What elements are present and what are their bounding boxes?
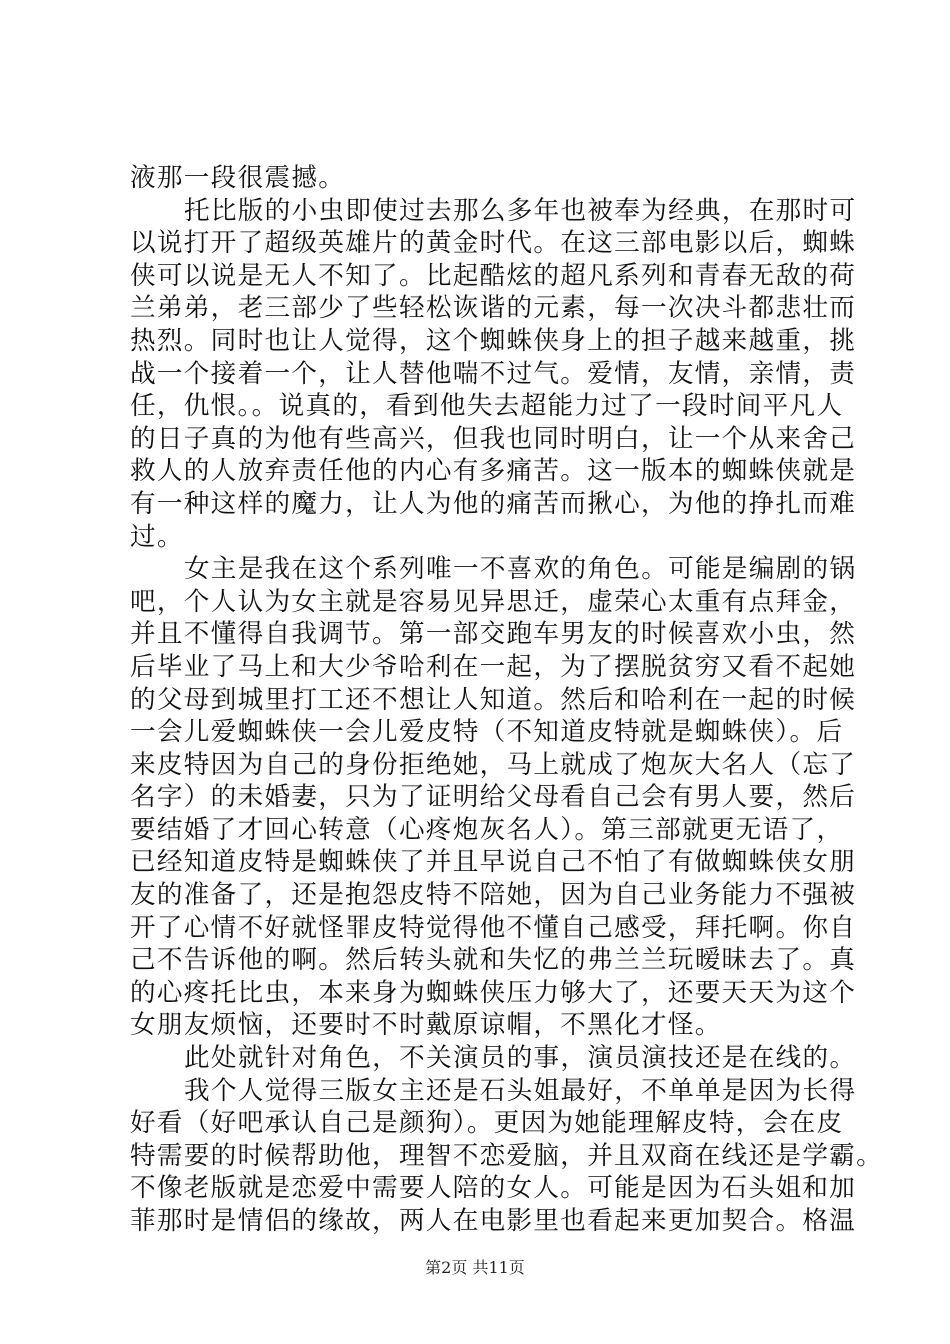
text-line: 液那一段很震撼。 <box>130 163 346 193</box>
page-footer: 第2页 共11页 <box>425 1258 525 1277</box>
text-line: 并且不懂得自我调节。第一部交跑车男友的时候喜欢小虫，然 <box>130 619 857 650</box>
text-line: 此处就针对角色，不关演员的事，演员演技还是在线的。 <box>184 1043 857 1074</box>
text-line: 好看（好吧承认自己是颜狗）。更因为她能理解皮特，会在皮 <box>130 1108 844 1139</box>
text-line: 以说打开了超级英雄片的黄金时代。在这三部电影以后，蜘蛛 <box>130 228 857 259</box>
text-line: 菲那时是情侣的缘故，两人在电影里也看起来更加契合。格温 <box>130 1206 857 1236</box>
text-line: 女朋友烦恼，还要时不时戴原谅帽，不黑化才怪。 <box>130 1010 722 1041</box>
text-line: 女主是我在这个系列唯一不喜欢的角色。可能是编剧的锅 <box>184 554 857 585</box>
text-line: 吧，个人认为女主就是容易见异思迁，虚荣心太重有点拜金， <box>130 586 857 617</box>
text-line: 战一个接着一个，让人替他喘不过气。爱情，友情，亲情，责 <box>130 358 857 389</box>
text-line: 救人的人放弃责任他的内心有多痛苦。这一版本的蜘蛛侠就是 <box>130 456 857 487</box>
text-line: 的日子真的为他有些高兴，但我也同时明白，让一个从来舍己 <box>130 423 857 454</box>
text-line: 一会儿爱蜘蛛侠一会儿爱皮特（不知道皮特就是蜘蛛侠）。后 <box>130 717 844 748</box>
text-line: 特需要的时候帮助他，理智不恋爱脑，并且双商在线还是学霸。 <box>130 1140 884 1171</box>
text-line: 过。 <box>130 521 184 552</box>
text-line: 有一种这样的魔力，让人为他的痛苦而揪心，为他的挣扎而难 <box>130 488 857 519</box>
text-line: 后毕业了马上和大少爷哈利在一起，为了摆脱贫穷又看不起她 <box>130 651 857 682</box>
text-line: 己不告诉他的啊。然后转头就和失忆的弗兰兰玩暧昧去了。真 <box>130 945 857 976</box>
text-line: 友的准备了，还是抱怨皮特不陪她，因为自己业务能力不强被 <box>130 880 857 911</box>
text-line: 要结婚了才回心转意（心疼炮灰名人）。第三部就更无语了， <box>130 814 844 845</box>
text-line: 我个人觉得三版女主还是石头姐最好，不单单是因为长得 <box>184 1075 857 1106</box>
text-line: 兰弟弟，老三部少了些轻松诙谐的元素，每一次决斗都悲壮而 <box>130 293 857 324</box>
text-line: 任，仇恨。。说真的，看到他失去超能力过了一段时间平凡人 <box>130 391 844 422</box>
text-line: 不像老版就是恋爱中需要人陪的女人。可能是因为石头姐和加 <box>130 1173 857 1204</box>
text-line: 托比版的小虫即使过去那么多年也被奉为经典，在那时可 <box>184 195 857 226</box>
text-line: 来皮特因为自己的身份拒绝她，马上就成了炮灰大名人（忘了 <box>130 749 857 780</box>
text-line: 的父母到城里打工还不想让人知道。然后和哈利在一起的时候 <box>130 684 857 715</box>
text-line: 的心疼托比虫，本来身为蜘蛛侠压力够大了，还要天天为这个 <box>130 977 857 1008</box>
text-line: 热烈。同时也让人觉得，这个蜘蛛侠身上的担子越来越重，挑 <box>130 325 857 356</box>
text-line: 名字）的未婚妻，只为了证明给父母看自己会有男人要，然后 <box>130 782 857 813</box>
text-line: 已经知道皮特是蜘蛛侠了并且早说自己不怕了有做蜘蛛侠女朋 <box>130 847 857 878</box>
text-line: 开了心情不好就怪罪皮特觉得他不懂自己感受，拜托啊。你自 <box>130 912 857 943</box>
text-line: 侠可以说是无人不知了。比起酷炫的超凡系列和青春无敌的荷 <box>130 260 857 291</box>
body-text <box>130 162 884 1238</box>
